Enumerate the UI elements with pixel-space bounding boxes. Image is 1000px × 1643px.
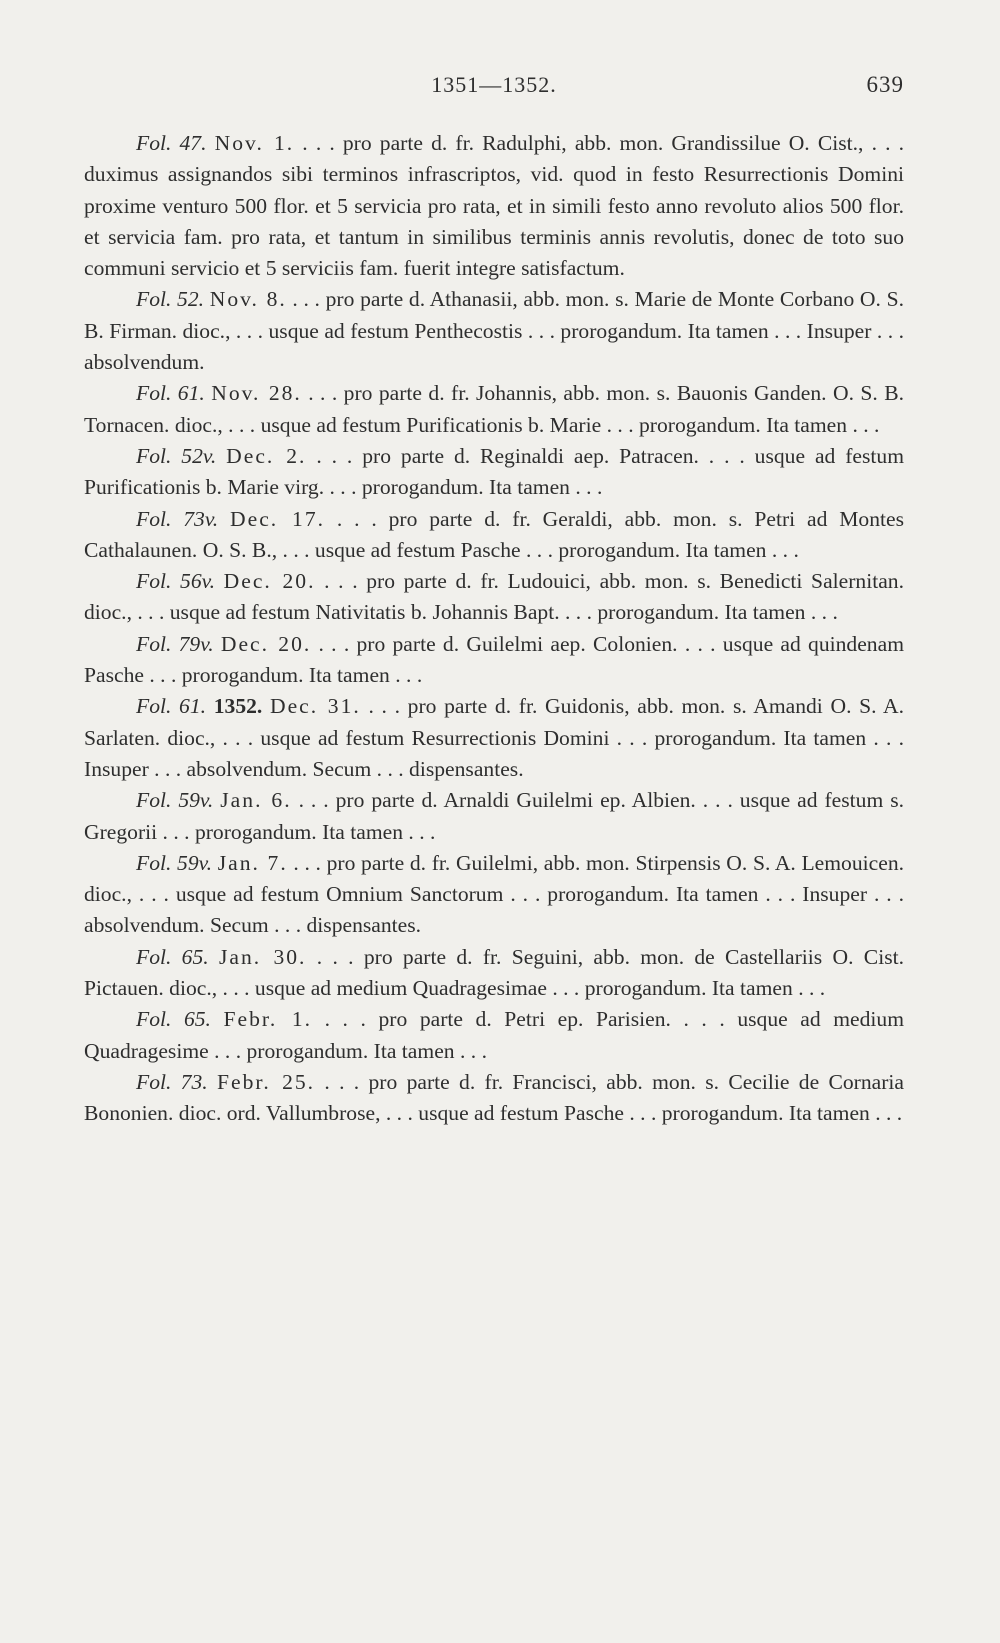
entry-text: . . . pro parte d. Reginaldi aep. Patracen. . . . usque ad festum Purificationis b. Marie virg. . . . prorogandum. Ita tamen . . . <box>84 443 905 500</box>
entry-date: Dec. 20. <box>220 631 312 656</box>
register-entry <box>84 284 904 378</box>
year-marker: 1352. <box>213 694 263 719</box>
page-number: 639 <box>866 72 904 97</box>
entry-date: Nov. 8. <box>209 287 287 312</box>
entry-date: Nov. 1. <box>214 131 295 155</box>
register-entry <box>84 1067 904 1130</box>
register-entry <box>84 785 904 848</box>
entry-text: . . . pro parte d. fr. Guidonis, abb. mon. s. Amandi O. S. A. Sarlaten. dioc., . . . usque ad festum Resurrectionis Domini . . . prorogandum. Ita tamen . . . Insuper . . . absolvendum. Secum . . . dispensantes. <box>84 694 904 781</box>
entry-text: . . . pro parte d. fr. Johannis, abb. mon. s. Bauonis Ganden. O. S. B. Tornacen. dioc., . . . usque ad festum Purificationis b. Marie . . . prorogandum. Ita tamen . . . <box>84 381 904 437</box>
register-entry <box>84 378 904 441</box>
document-body <box>84 128 904 1130</box>
register-entry <box>84 504 904 567</box>
folio-reference: Fol. 59v. <box>136 850 213 875</box>
entry-text: . . . pro parte d. fr. Geraldi, abb. mon. s. Petri ad Montes Cathalaunen. O. S. B., . . . usque ad festum Pasche . . . prorogandum. Ita tamen . . . <box>84 506 904 562</box>
register-entry <box>84 1004 904 1067</box>
folio-reference: Fol. 52v. <box>136 443 217 468</box>
register-entry <box>84 691 904 785</box>
entry-date: Febr. 25. <box>217 1069 316 1094</box>
entry-text: . . . pro parte d. fr. Radulphi, abb. mon. Grandissilue O. Cist., . . . duximus assignandos sibi terminos infrascriptos, vid. quod in festo Resurrectionis Domini proxime venturo 500 flor. et 5 servicia pro rata, et in simili festo anno revoluto alios 500 flor. et servicia fam. pro rata, et tantum in similibus terminis annis revolutis, donec de toto suo communi servicio et 5 serviciis fam. fuerit integre satisfactum. <box>84 131 905 281</box>
entry-date: Nov. 28. <box>211 381 302 406</box>
entry-date: Jan. 6. <box>220 788 292 813</box>
entry-date: Jan. 7. <box>217 850 288 875</box>
entry-date: Dec. 20. <box>223 569 316 594</box>
entry-date: Dec. 2. <box>226 443 307 468</box>
folio-reference: Fol. 59v. <box>136 788 214 813</box>
register-entry <box>84 848 904 942</box>
running-head-years: 1351—1352. <box>431 72 557 97</box>
folio-reference: Fol. 61. <box>136 694 207 719</box>
folio-reference: Fol. 47. <box>136 131 207 155</box>
register-entry <box>84 441 904 504</box>
entry-text: . . . pro parte d. fr. Seguini, abb. mon. de Castellariis O. Cist. Pictauen. dioc., . . . usque ad medium Quadragesimae . . . prorogandum. Ita tamen . . . <box>84 944 905 1001</box>
register-entry <box>84 128 904 284</box>
entry-text: . . . pro parte d. Arnaldi Guilelmi ep. Albien. . . . usque ad festum s. Gregorii . . . prorogandum. Ita tamen . . . <box>84 788 904 844</box>
entry-date: Dec. 31. <box>269 694 361 719</box>
folio-reference: Fol. 52. <box>136 287 205 312</box>
register-entry <box>84 566 904 629</box>
entry-date: Febr. 1. <box>223 1007 313 1032</box>
entry-text: . . . pro parte d. fr. Ludouici, abb. mon. s. Benedicti Salernitan. dioc., . . . usque ad festum Nativitatis b. Johannis Bapt. . . . prorogandum. Ita tamen . . . <box>84 569 905 625</box>
folio-reference: Fol. 65. <box>136 1007 211 1032</box>
entry-text: . . . pro parte d. fr. Guilelmi, abb. mon. Stirpensis O. S. A. Lemouicen. dioc., . . . usque ad festum Omnium Sanctorum . . . prorogandum. Ita tamen . . . Insuper . . . absolvendum. Secum . . . dispensantes. <box>84 850 905 938</box>
entry-text: . . . pro parte d. fr. Francisci, abb. mon. s. Cecilie de Cornaria Bononien. dioc. ord. Vallumbrose, . . . usque ad festum Pasche . . . prorogandum. Ita tamen . . . <box>84 1069 905 1126</box>
entry-date: Dec. 17. <box>230 506 326 531</box>
running-head <box>84 72 904 106</box>
folio-reference: Fol. 65. <box>136 944 209 969</box>
folio-reference: Fol. 73. <box>136 1069 208 1094</box>
folio-reference: Fol. 79v. <box>136 631 214 656</box>
folio-reference: Fol. 73v. <box>136 506 219 531</box>
entry-date: Jan. 30. <box>218 944 307 969</box>
entry-text: . . . pro parte d. Guilelmi aep. Colonien. . . . usque ad quindenam Pasche . . . prorogandum. Ita tamen . . . <box>84 631 904 688</box>
register-entry <box>84 942 904 1005</box>
folio-reference: Fol. 56v. <box>136 569 216 594</box>
entry-text: . . . pro parte d. Athanasii, abb. mon. s. Marie de Monte Corbano O. S. B. Firman. dioc., . . . usque ad festum Penthecostis . . . prorogandum. Ita tamen . . . Insuper . . . absolvendum. <box>84 287 904 375</box>
register-entry <box>84 629 904 692</box>
folio-reference: Fol. 61. <box>136 381 205 406</box>
entry-text: . . . pro parte d. Petri ep. Parisien. . . . usque ad medium Quadragesime . . . prorogandum. Ita tamen . . . <box>84 1007 904 1063</box>
